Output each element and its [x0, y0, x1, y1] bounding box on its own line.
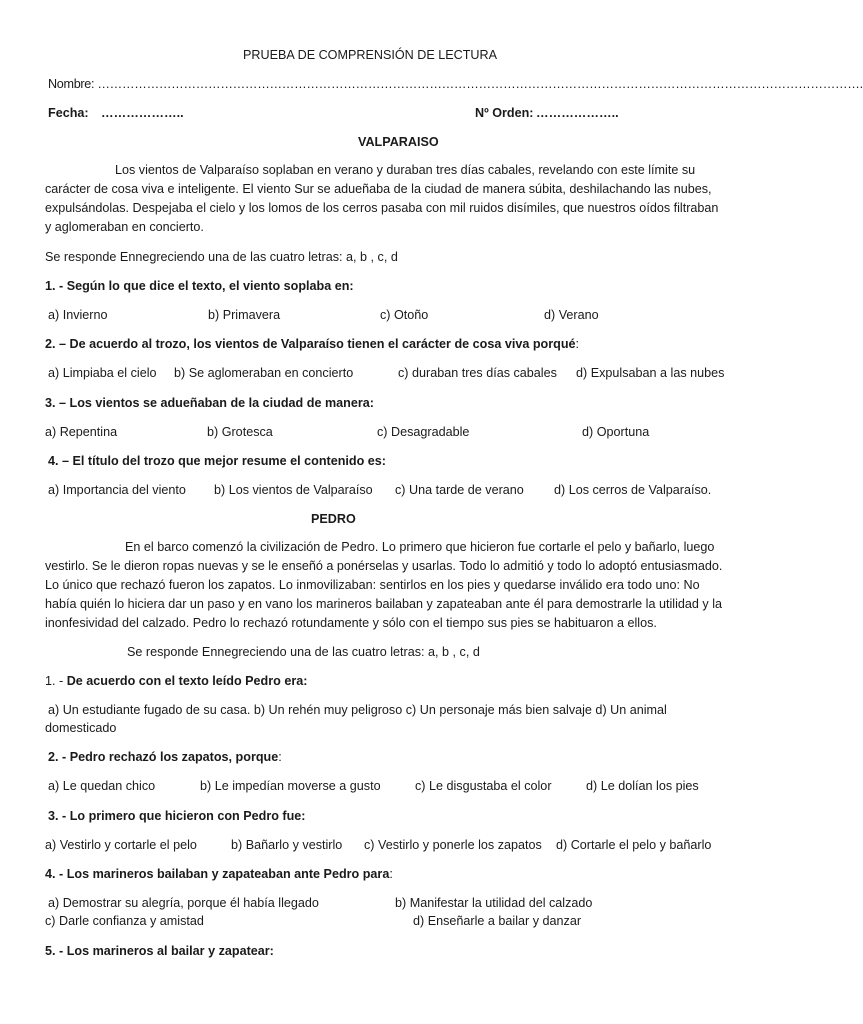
section-title-valparaiso: VALPARAISO [358, 135, 439, 149]
option-3d[interactable]: d) Oportuna [582, 425, 650, 439]
date-label: Fecha: [48, 106, 89, 120]
section-title-pedro: PEDRO [311, 512, 356, 526]
option-3c[interactable]: c) Desagradable [377, 425, 470, 439]
option-4c[interactable]: c) Una tarde de verano [395, 483, 524, 497]
option-1a[interactable]: a) Invierno [48, 308, 108, 322]
order-dots: ………………. [536, 106, 616, 120]
option-p4b[interactable]: b) Manifestar la utilidad del calzado [395, 896, 593, 910]
page-title: PRUEBA DE COMPRENSIÓN DE LECTURA [243, 48, 498, 62]
question-p4-colon: : [389, 867, 393, 881]
option-1c[interactable]: c) Otoño [380, 308, 429, 322]
passage-valparaiso [45, 161, 725, 237]
question-p1-text: De acuerdo con el texto leído Pedro era: [66, 674, 308, 688]
question-3: 3. – Los vientos se adueñaban de la ciudad de manera: [45, 396, 374, 410]
question-2-colon: : [575, 337, 580, 351]
option-4a[interactable]: a) Importancia del viento [48, 483, 186, 497]
question-p2-colon: : [278, 750, 282, 764]
order-field[interactable] [536, 105, 619, 122]
instruction-text: Se responde Ennegreciendo una de las cuatro letras: a, b , c, d [127, 645, 480, 659]
option-2d[interactable]: d) Expulsaban a las nubes [576, 366, 725, 380]
question-p4-text: 4. - Los marineros bailaban y zapateaban ante Pedro para [45, 867, 390, 881]
name-field[interactable]: Nombre: ……………………………………………………………………………………………………………………………………………………………………. [48, 77, 863, 91]
option-p4d[interactable]: d) Enseñarle a bailar y danzar [413, 914, 582, 928]
option-2a[interactable]: a) Limpiaba el cielo [48, 366, 157, 380]
option-p2a[interactable]: a) Le quedan chico [48, 779, 156, 793]
question-p2-text: 2. - Pedro rechazó los zapatos, porque [48, 750, 279, 764]
question-p1-number: 1. - [45, 674, 67, 688]
option-2b[interactable]: b) Se aglomeraban en concierto [174, 366, 354, 380]
passage-pedro [45, 538, 725, 633]
question-2 [45, 336, 579, 353]
date-period: . [180, 106, 184, 120]
question-2-text: 2. – De acuerdo al trozo, los vientos de Valparaíso tienen el carácter de cosa viva porqué [45, 337, 576, 351]
order-label: Nº Orden: [475, 106, 534, 120]
option-p2d[interactable]: d) Le dolían los pies [586, 779, 699, 793]
option-p3b[interactable]: b) Bañarlo y vestirlo [231, 838, 343, 852]
question-4: 4. – El título del trozo que mejor resume el contenido es: [48, 454, 386, 468]
date-dots: ………………. [101, 106, 181, 120]
option-2c[interactable]: c) duraban tres días cabales [398, 366, 557, 380]
date-field[interactable] [101, 105, 184, 122]
option-3b[interactable]: b) Grotesca [207, 425, 273, 439]
option-p3a[interactable]: a) Vestirlo y cortarle el pelo [45, 838, 197, 852]
option-4b[interactable]: b) Los vientos de Valparaíso [214, 483, 373, 497]
option-1d[interactable]: d) Verano [544, 308, 599, 322]
option-p4c[interactable]: c) Darle confianza y amistad [45, 914, 204, 928]
question-1: 1. - Según lo que dice el texto, el viento soplaba en: [45, 279, 354, 293]
option-4d[interactable]: d) Los cerros de Valparaíso. [554, 483, 712, 497]
question-p5: 5. - Los marineros al bailar y zapatear: [45, 944, 274, 958]
option-p3c[interactable]: c) Vestirlo y ponerle los zapatos [364, 838, 542, 852]
question-p2 [48, 749, 282, 766]
option-p2b[interactable]: b) Le impedían moverse a gusto [200, 779, 381, 793]
order-period: . [615, 106, 619, 120]
options-p1-continued[interactable]: domesticado [45, 721, 117, 735]
option-3a[interactable]: a) Repentina [45, 425, 118, 439]
option-p4a[interactable]: a) Demostrar su alegría, porque él había llegado [48, 896, 319, 910]
options-p1[interactable]: a) Un estudiante fugado de su casa. b) Un rehén muy peligroso c) Un personaje más bien salvaje d) Un animal [48, 703, 667, 717]
question-p3: 3. - Lo primero que hicieron con Pedro fue: [48, 809, 306, 823]
question-p4 [45, 866, 393, 883]
instruction-text: Se responde Ennegreciendo una de las cuatro letras: a, b , c, d [45, 250, 398, 264]
passage-text: Los vientos de Valparaíso soplaban en verano y duraban tres días cabales, revelando con este límite su carácter de cosa viva e inteligente. El viento Sur se adueñaba de la ciudad de manera súbita, deshilachando las nubes, expulsándolas. Despejaba el cielo y los lomos de los cerros pasaba con mil ruidos disímiles, que nuestros oídos filtraban y aglomeraban en concierto. [45, 163, 719, 234]
option-p2c[interactable]: c) Le disgustaba el color [415, 779, 552, 793]
option-p3d[interactable]: d) Cortarle el pelo y bañarlo [556, 838, 712, 852]
question-p1 [45, 673, 307, 690]
option-1b[interactable]: b) Primavera [208, 308, 281, 322]
passage-text: En el barco comenzó la civilización de Pedro. Lo primero que hicieron fue cortarle el pelo y bañarlo, luego vestirlo. Se le dieron ropas nuevas y se le enseñó a ponérselas y usarlas. Todo lo admitió y todo lo adoptó entusiasmado. Lo único que rechazó fueron los zapatos. Lo inmovilizaban: sentirlos en los pies y quedarse inválido era todo uno: No había quién lo hiciera dar un paso y en vano los marineros bailaban y zapateaban ante él para demostrarle la utilidad y la inonfesividad del calzado. Pedro lo rechazó rotundamente y sólo con el tiempo sus pies se habituaron a ellos. [45, 540, 723, 630]
